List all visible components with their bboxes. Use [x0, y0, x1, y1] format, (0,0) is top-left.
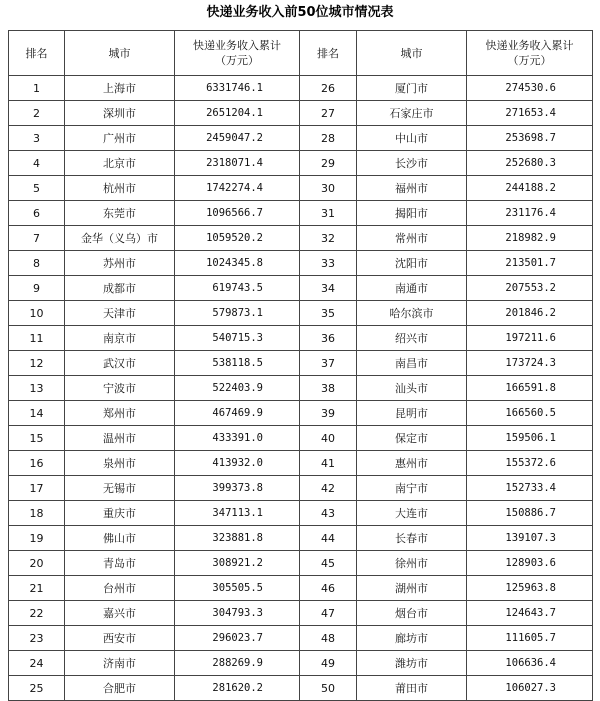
rank-cell-right: 44	[300, 526, 357, 551]
table-row	[9, 501, 593, 526]
rank-cell-right: 35	[300, 301, 357, 326]
city-cell-right: 南通市	[357, 276, 467, 301]
table-row	[9, 351, 593, 376]
header-rank-right: 排名	[300, 31, 357, 76]
rank-cell-left: 14	[9, 401, 65, 426]
rank-cell-left: 21	[9, 576, 65, 601]
table-row	[9, 626, 593, 651]
revenue-cell-right: 124643.7	[467, 601, 593, 626]
city-cell-left: 泉州市	[65, 451, 175, 476]
city-cell-left: 郑州市	[65, 401, 175, 426]
rank-cell-right: 38	[300, 376, 357, 401]
city-cell-left: 金华（义乌）市	[65, 226, 175, 251]
revenue-cell-right: 244188.2	[467, 176, 593, 201]
city-cell-left: 济南市	[65, 651, 175, 676]
revenue-cell-right: 213501.7	[467, 251, 593, 276]
table-row	[9, 601, 593, 626]
city-cell-right: 烟台市	[357, 601, 467, 626]
rank-cell-right: 28	[300, 126, 357, 151]
rank-cell-right: 43	[300, 501, 357, 526]
revenue-cell-left: 538118.5	[175, 351, 300, 376]
rank-cell-left: 3	[9, 126, 65, 151]
city-cell-right: 保定市	[357, 426, 467, 451]
table-row	[9, 301, 593, 326]
table-row	[9, 326, 593, 351]
city-cell-right: 常州市	[357, 226, 467, 251]
revenue-cell-right: 197211.6	[467, 326, 593, 351]
revenue-cell-right: 155372.6	[467, 451, 593, 476]
rank-cell-left: 20	[9, 551, 65, 576]
revenue-cell-right: 139107.3	[467, 526, 593, 551]
city-revenue-table	[8, 30, 593, 701]
rank-cell-left: 6	[9, 201, 65, 226]
rank-cell-left: 7	[9, 226, 65, 251]
city-cell-right: 潍坊市	[357, 651, 467, 676]
revenue-cell-left: 1059520.2	[175, 226, 300, 251]
city-cell-left: 佛山市	[65, 526, 175, 551]
city-cell-left: 台州市	[65, 576, 175, 601]
city-cell-right: 廊坊市	[357, 626, 467, 651]
rank-cell-right: 31	[300, 201, 357, 226]
table-row	[9, 226, 593, 251]
city-cell-right: 湖州市	[357, 576, 467, 601]
table-row	[9, 376, 593, 401]
table-row	[9, 476, 593, 501]
city-cell-left: 无锡市	[65, 476, 175, 501]
rank-cell-right: 32	[300, 226, 357, 251]
city-cell-right: 福州市	[357, 176, 467, 201]
city-cell-right: 厦门市	[357, 76, 467, 101]
revenue-cell-left: 2651204.1	[175, 101, 300, 126]
city-cell-left: 成都市	[65, 276, 175, 301]
city-cell-left: 重庆市	[65, 501, 175, 526]
revenue-cell-left: 579873.1	[175, 301, 300, 326]
rank-cell-right: 40	[300, 426, 357, 451]
revenue-cell-right: 274530.6	[467, 76, 593, 101]
rank-cell-left: 8	[9, 251, 65, 276]
rank-cell-right: 33	[300, 251, 357, 276]
city-cell-left: 深圳市	[65, 101, 175, 126]
table-row	[9, 251, 593, 276]
revenue-cell-left: 288269.9	[175, 651, 300, 676]
city-cell-left: 嘉兴市	[65, 601, 175, 626]
city-cell-right: 汕头市	[357, 376, 467, 401]
city-cell-left: 宁波市	[65, 376, 175, 401]
revenue-cell-right: 150886.7	[467, 501, 593, 526]
city-cell-left: 上海市	[65, 76, 175, 101]
rank-cell-right: 39	[300, 401, 357, 426]
rank-cell-left: 12	[9, 351, 65, 376]
revenue-cell-left: 304793.3	[175, 601, 300, 626]
table-row	[9, 676, 593, 701]
city-cell-right: 莆田市	[357, 676, 467, 701]
revenue-cell-right: 125963.8	[467, 576, 593, 601]
table-row	[9, 451, 593, 476]
rank-cell-left: 10	[9, 301, 65, 326]
city-cell-right: 南昌市	[357, 351, 467, 376]
city-cell-left: 广州市	[65, 126, 175, 151]
table-body	[9, 76, 593, 701]
revenue-cell-left: 308921.2	[175, 551, 300, 576]
rank-cell-left: 13	[9, 376, 65, 401]
header-revenue-unit: （万元）	[507, 54, 552, 67]
city-cell-right: 沈阳市	[357, 251, 467, 276]
table-row	[9, 526, 593, 551]
rank-cell-right: 42	[300, 476, 357, 501]
header-revenue-left	[175, 31, 300, 76]
header-row	[9, 31, 593, 76]
rank-cell-left: 23	[9, 626, 65, 651]
table-row	[9, 101, 593, 126]
table-row	[9, 201, 593, 226]
revenue-cell-left: 433391.0	[175, 426, 300, 451]
table-row	[9, 276, 593, 301]
revenue-cell-right: 231176.4	[467, 201, 593, 226]
city-cell-right: 中山市	[357, 126, 467, 151]
revenue-cell-right: 152733.4	[467, 476, 593, 501]
revenue-cell-left: 522403.9	[175, 376, 300, 401]
header-revenue-label: 快递业务收入累计	[485, 39, 574, 52]
rank-cell-right: 45	[300, 551, 357, 576]
revenue-cell-right: 128903.6	[467, 551, 593, 576]
city-cell-left: 天津市	[65, 301, 175, 326]
city-cell-right: 长春市	[357, 526, 467, 551]
rank-cell-right: 49	[300, 651, 357, 676]
rank-cell-right: 36	[300, 326, 357, 351]
table-row	[9, 551, 593, 576]
revenue-cell-right: 166591.8	[467, 376, 593, 401]
rank-cell-left: 19	[9, 526, 65, 551]
table-row	[9, 76, 593, 101]
revenue-cell-left: 1742274.4	[175, 176, 300, 201]
city-cell-right: 绍兴市	[357, 326, 467, 351]
revenue-cell-right: 106636.4	[467, 651, 593, 676]
table-row	[9, 426, 593, 451]
revenue-cell-left: 347113.1	[175, 501, 300, 526]
city-cell-right: 徐州市	[357, 551, 467, 576]
rank-cell-left: 24	[9, 651, 65, 676]
header-revenue-unit: （万元）	[215, 54, 259, 67]
revenue-cell-left: 296023.7	[175, 626, 300, 651]
city-cell-left: 青岛市	[65, 551, 175, 576]
revenue-cell-right: 207553.2	[467, 276, 593, 301]
city-cell-left: 合肥市	[65, 676, 175, 701]
rank-cell-right: 48	[300, 626, 357, 651]
revenue-cell-left: 1096566.7	[175, 201, 300, 226]
revenue-cell-left: 281620.2	[175, 676, 300, 701]
revenue-cell-right: 159506.1	[467, 426, 593, 451]
table-row	[9, 151, 593, 176]
revenue-cell-left: 2318071.4	[175, 151, 300, 176]
city-cell-left: 苏州市	[65, 251, 175, 276]
revenue-cell-left: 6331746.1	[175, 76, 300, 101]
revenue-cell-left: 467469.9	[175, 401, 300, 426]
rank-cell-right: 41	[300, 451, 357, 476]
table-row	[9, 176, 593, 201]
city-cell-left: 西安市	[65, 626, 175, 651]
revenue-cell-right: 218982.9	[467, 226, 593, 251]
rank-cell-left: 2	[9, 101, 65, 126]
header-rank-left: 排名	[9, 31, 65, 76]
city-cell-left: 温州市	[65, 426, 175, 451]
rank-cell-left: 5	[9, 176, 65, 201]
rank-cell-right: 29	[300, 151, 357, 176]
rank-cell-right: 30	[300, 176, 357, 201]
rank-cell-left: 4	[9, 151, 65, 176]
header-city-right: 城市	[357, 31, 467, 76]
rank-cell-right: 50	[300, 676, 357, 701]
city-cell-right: 石家庄市	[357, 101, 467, 126]
rank-cell-right: 34	[300, 276, 357, 301]
revenue-cell-left: 540715.3	[175, 326, 300, 351]
rank-cell-right: 27	[300, 101, 357, 126]
city-cell-right: 长沙市	[357, 151, 467, 176]
revenue-cell-right: 173724.3	[467, 351, 593, 376]
revenue-cell-right: 201846.2	[467, 301, 593, 326]
revenue-cell-left: 323881.8	[175, 526, 300, 551]
city-cell-left: 武汉市	[65, 351, 175, 376]
city-cell-right: 揭阳市	[357, 201, 467, 226]
rank-cell-left: 17	[9, 476, 65, 501]
rank-cell-right: 26	[300, 76, 357, 101]
rank-cell-left: 25	[9, 676, 65, 701]
revenue-cell-right: 252680.3	[467, 151, 593, 176]
revenue-cell-left: 305505.5	[175, 576, 300, 601]
rank-cell-left: 22	[9, 601, 65, 626]
revenue-cell-right: 166560.5	[467, 401, 593, 426]
rank-cell-left: 11	[9, 326, 65, 351]
revenue-cell-left: 413932.0	[175, 451, 300, 476]
rank-cell-right: 46	[300, 576, 357, 601]
table-row	[9, 651, 593, 676]
city-cell-left: 杭州市	[65, 176, 175, 201]
revenue-cell-left: 2459047.2	[175, 126, 300, 151]
revenue-cell-right: 106027.3	[467, 676, 593, 701]
header-revenue-right	[467, 31, 593, 76]
city-cell-right: 惠州市	[357, 451, 467, 476]
city-cell-right: 大连市	[357, 501, 467, 526]
revenue-cell-right: 253698.7	[467, 126, 593, 151]
rank-cell-left: 16	[9, 451, 65, 476]
rank-cell-right: 37	[300, 351, 357, 376]
city-cell-left: 东莞市	[65, 201, 175, 226]
rank-cell-left: 15	[9, 426, 65, 451]
table-title: 快递业务收入前50位城市情况表	[206, 5, 394, 20]
revenue-cell-left: 399373.8	[175, 476, 300, 501]
city-cell-right: 昆明市	[357, 401, 467, 426]
rank-cell-left: 18	[9, 501, 65, 526]
revenue-cell-right: 111605.7	[467, 626, 593, 651]
city-cell-right: 哈尔滨市	[357, 301, 467, 326]
revenue-cell-left: 1024345.8	[175, 251, 300, 276]
header-revenue-label: 快递业务收入累计	[193, 39, 281, 52]
revenue-cell-right: 271653.4	[467, 101, 593, 126]
table-row	[9, 576, 593, 601]
city-cell-right: 南宁市	[357, 476, 467, 501]
table-row	[9, 126, 593, 151]
city-cell-left: 北京市	[65, 151, 175, 176]
table-row	[9, 401, 593, 426]
rank-cell-right: 47	[300, 601, 357, 626]
rank-cell-left: 9	[9, 276, 65, 301]
revenue-cell-left: 619743.5	[175, 276, 300, 301]
header-city-left: 城市	[65, 31, 175, 76]
rank-cell-left: 1	[9, 76, 65, 101]
city-cell-left: 南京市	[65, 326, 175, 351]
